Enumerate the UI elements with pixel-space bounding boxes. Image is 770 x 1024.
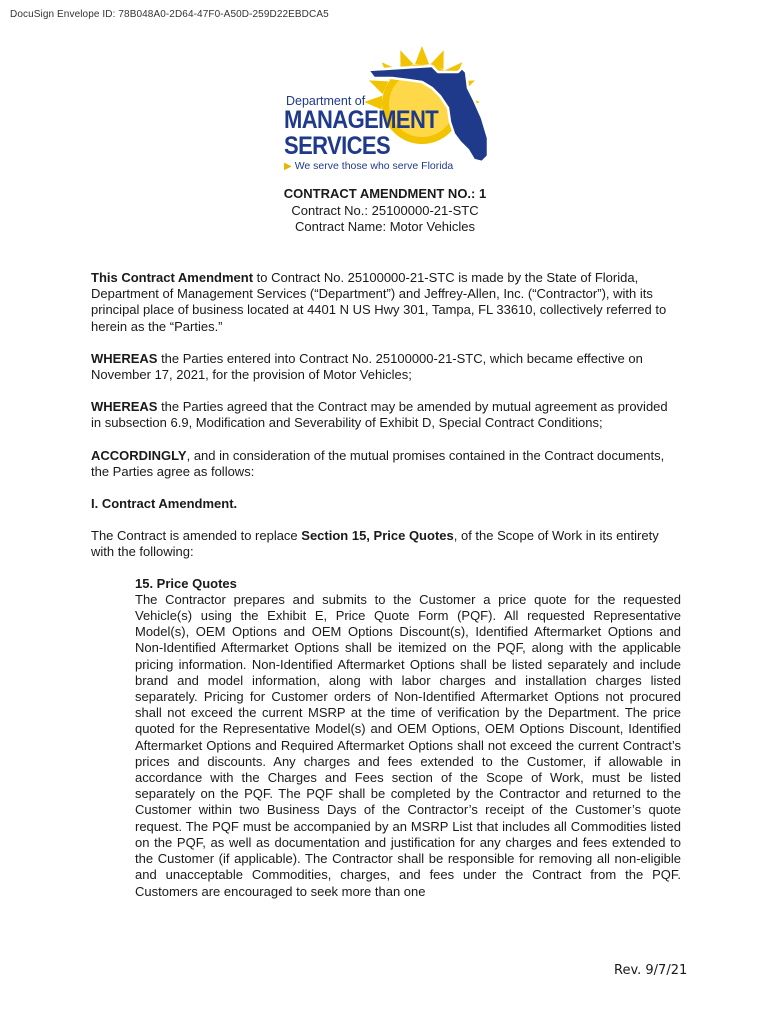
play-triangle-icon: ▶ (284, 161, 292, 172)
logo-management: MANAGEMENT (284, 105, 439, 134)
contract-number: Contract No.: 25100000-21-STC (291, 202, 479, 218)
document-body (91, 270, 681, 900)
intro-text: to Contract No. 25100000-21-STC is made by the State of Florida, Department of Management Services (“Department”) and Jeffrey-Allen, Inc. (“Contractor”), with its principal place of business located at 4401 N US Hwy 301, Tampa, FL 33610, collectively referred to herein as the “Parties.” (91, 270, 667, 334)
whereas-2-text: the Parties agreed that the Contract may be amended by mutual agreement as provided in subsection 6.9, Modification and Severability of Exhibit D, Special Contract Conditions; (91, 399, 668, 431)
dms-logo (282, 42, 502, 178)
accordingly-paragraph (91, 448, 681, 480)
price-quotes-text: The Contractor prepares and submits to the Customer a price quote for the requested Vehicle(s) using the Exhibit E, Price Quote Form (PQF). All requested Representative Model(s), OEM Options and OEM Options Discount(s), Identified Aftermarket Options and Non-Identified Aftermarket Options shall be itemized on the PQF, along with the applicable pricing information. Non-Identified Aftermarket Options shall be listed separately and include brand and model information, along with labor charges and installation charges listed separately. Pricing for Customer orders of Non-Identified Aftermarket Options not procured shall not exceed the current MSRP at the time of verification by the Department. The price quoted for the Representative Model(s) and OEM Options, OEM Options Discount, Identified Aftermarket Options and Required Aftermarket Options shall not exceed the current Contract’s prices and discounts. Any charges and fees extended to the Customer, if allowable in accordance with the Charges and Fees section of the Scope of Work, must be listed separately on the PQF. The PQF shall be completed by the Contractor and returned to the Customer within two Business Days of the Contractor’s receipt of the Customer’s quote request. The PQF must be accompanied by an MSRP List that includes all Commodities listed on the PQF, as well as documentation and justification for any charges and fees extended to the Customer (if applicable). The Contractor shall be responsible for removing all non-eligible and unacceptable Commodities, charges, and fees under the Contract from the PQF. Customers are encouraged to seek more than one (135, 591, 681, 899)
logo-tagline (284, 160, 453, 172)
replace-paragraph (91, 528, 681, 560)
whereas-paragraph-1 (91, 351, 681, 383)
replace-bold: Section 15, Price Quotes (301, 528, 454, 544)
replace-post: , of the Scope of Work in its entirety with the following: (91, 528, 659, 560)
accordingly-text: , and in consideration of the mutual promises contained in the Contract documents, the Parties agree as follows: (91, 447, 665, 479)
accordingly-bold: ACCORDINGLY (91, 447, 187, 463)
whereas-2-bold: WHEREAS (91, 399, 158, 415)
revision-date: Rev. 9/7/21 (614, 963, 688, 978)
docusign-envelope-id: DocuSign Envelope ID: 78B048A0-2D64-47F0-A50D-259D22EBDCA5 (10, 9, 329, 20)
intro-bold: This Contract Amendment (91, 270, 254, 285)
intro-paragraph (91, 270, 681, 335)
logo-department-of: Department of (286, 94, 366, 108)
price-quotes-title: 15. Price Quotes (135, 575, 237, 591)
whereas-paragraph-2 (91, 399, 681, 431)
amendment-title: CONTRACT AMENDMENT NO.: 1 (283, 186, 487, 201)
section-heading: I. Contract Amendment. (91, 496, 238, 512)
replace-pre: The Contract is amended to replace (91, 528, 302, 544)
logo-services: SERVICES (284, 131, 391, 160)
whereas-1-text: the Parties entered into Contract No. 25100000-21-STC, which became effective on November 17, 2021, for the provision of Motor Vehicles; (91, 350, 643, 383)
price-quotes-section (135, 576, 681, 900)
contract-header (0, 186, 770, 236)
contract-name: Contract Name: Motor Vehicles (295, 219, 475, 234)
whereas-1-bold: WHEREAS (91, 350, 158, 366)
logo-tagline-text: We serve those who serve Florida (294, 160, 454, 172)
